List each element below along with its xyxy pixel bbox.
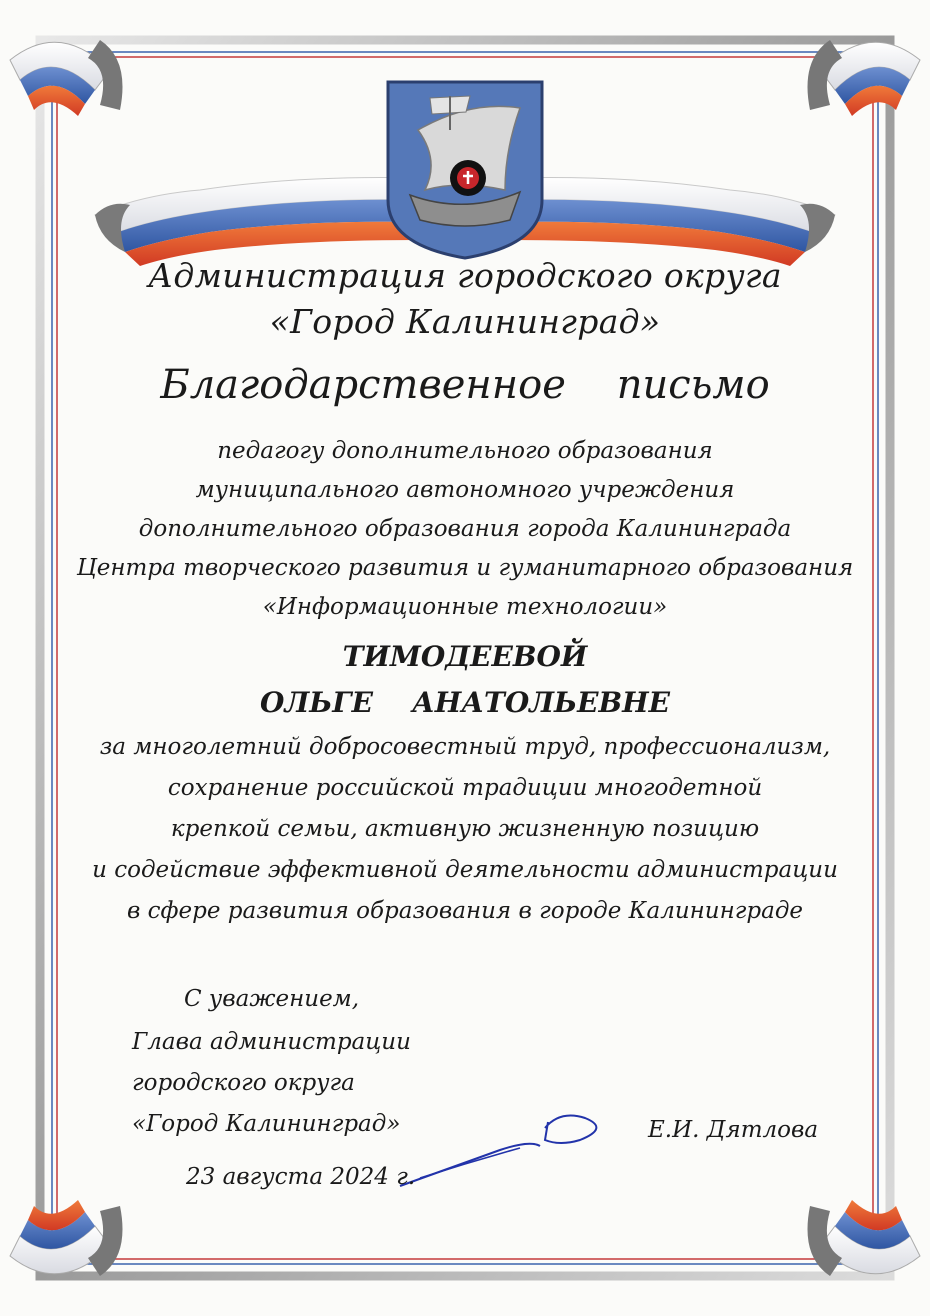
document-date: 23 августа 2024 г. bbox=[186, 1164, 416, 1190]
recipient-line3: дополнительного образования города Калининграда bbox=[138, 516, 792, 542]
recipient-line1: педагогу дополнительного образования bbox=[217, 438, 713, 464]
org-name-line2: «Город Калининград» bbox=[269, 302, 661, 341]
recipient-surname: ТИМОДЕЕВОЙ bbox=[342, 640, 588, 673]
regards-text: С уважением, bbox=[184, 986, 360, 1012]
corner-ribbon-bottom-right bbox=[808, 1200, 921, 1276]
reason-line3: крепкой семьи, активную жизненную позицию bbox=[170, 816, 760, 842]
reason-line5: в сфере развития образования в городе Калининграде bbox=[126, 898, 804, 924]
handwritten-signature bbox=[400, 1116, 596, 1186]
corner-ribbon-bottom-left bbox=[10, 1200, 123, 1276]
signer-position-line3: «Город Калининград» bbox=[132, 1111, 401, 1137]
reason-line2: сохранение российской традиции многодетной bbox=[167, 775, 763, 801]
recipient-line4: Центра творческого развития и гуманитарного образования bbox=[76, 555, 854, 581]
recipient-given-name: ОЛЬГЕ АНАТОЛЬЕВНЕ bbox=[260, 686, 670, 719]
document-title: Благодарственное письмо bbox=[160, 362, 770, 408]
recipient-line2: муниципального автономного учреждения bbox=[195, 477, 735, 503]
recipient-line5: «Информационные технологии» bbox=[262, 594, 668, 620]
org-name-line1: Администрация городского округа bbox=[148, 256, 782, 295]
reason-line1: за многолетний добросовестный труд, профессионализм, bbox=[99, 734, 831, 760]
signer-position-line1: Глава администрации bbox=[132, 1029, 411, 1055]
coat-of-arms-icon bbox=[388, 82, 542, 258]
signer-position-line2: городского округа bbox=[132, 1070, 355, 1096]
signer-name: Е.И. Дятлова bbox=[648, 1117, 819, 1143]
corner-ribbon-top-left bbox=[10, 40, 123, 116]
corner-ribbon-top-right bbox=[808, 40, 921, 116]
reason-line4: и содействие эффективной деятельности администрации bbox=[92, 857, 838, 883]
